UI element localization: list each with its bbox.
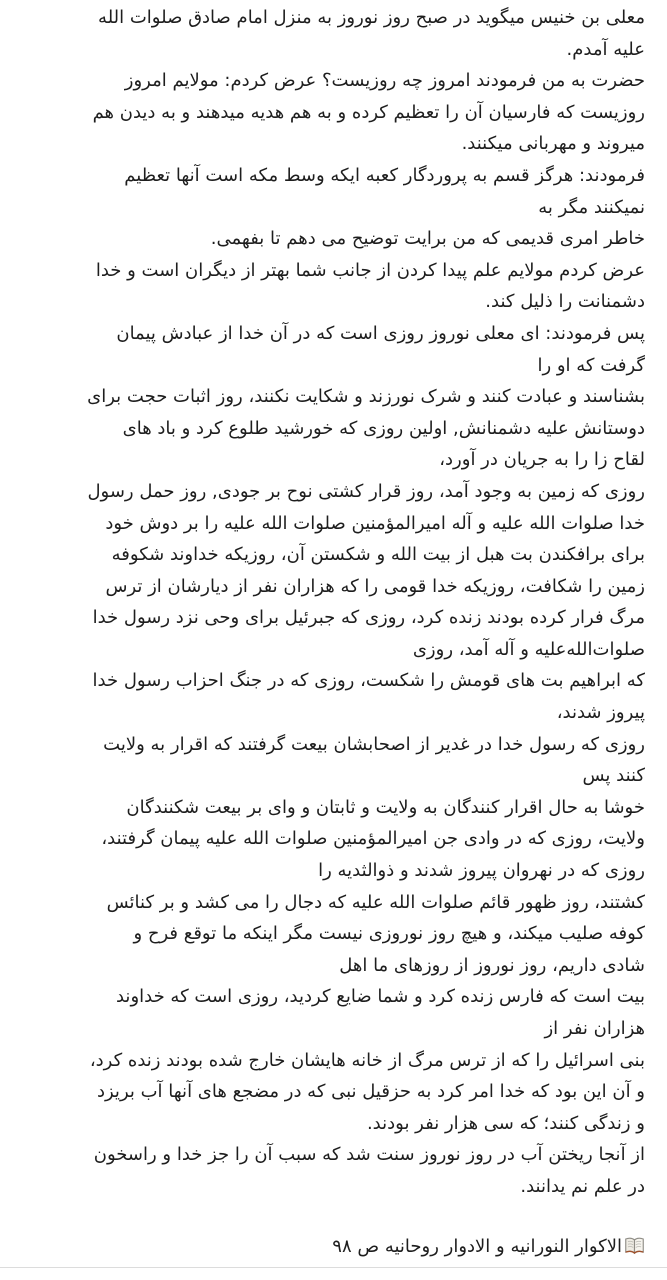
text-line: صلوات‌الله‌علیه و آله آمد، روزی [412,638,645,660]
text-line: خاطر امری قدیمی که من برایت توضیح می دهم تا بفهمی. [210,228,645,250]
text-line: روزی که زمین به وجود آمد، روز قرار کشتی نوح بر جودی, روز حمل رسول [87,480,645,502]
text-line: دوستانش علیه دشمنانش, اولین روزی که خورشید طلوع کرد و باد های [122,417,645,439]
text-line: برای برافکندن بت هبل از بیت الله و شکستن آن، روزیکه خداوند شکوفه [111,544,645,566]
source-text: الاکوار النورانیه و الادوار روحانیه ص ۹۸ [332,1235,622,1257]
text-line: روزی که رسول خدا در غدیر از اصحابشان بیعت گرفتند که اقرار به ولایت [103,733,645,755]
text-line: زمین را شکافت، روزیکه خدا قومی را که هزاران نفر از دیارشان از ترس [105,575,645,597]
bottom-divider [0,1267,667,1268]
text-line: پیروز شدند، [556,702,645,724]
text-line: بنی اسرائیل را که از ترس مرگ از خانه هایشان خارج شده بودند زنده کرد، [89,1049,645,1071]
text-line: روزیست که فارسیان آن را تعظیم کرده و به هم هدیه میدهند و به دیدن هم [92,101,645,123]
text-line: بیت است که فارس زنده کرد و شما ضایع کردید، روزی است که خداوند [115,986,645,1008]
text-line: حضرت به من فرمودند امروز چه روزیست؟ عرض کردم: مولایم امروز [124,70,645,92]
text-line: و زندگی کنند؛ که سی هزار نفر بودند. [366,1112,645,1134]
text-line: عرض کردم مولایم علم پیدا کردن از جانب شما بهتر از دیگران است و خدا [95,259,645,281]
text-line: فرمودند: هرگز قسم به پروردگار کعبه ایکه وسط مکه است آنها تعظیم [124,164,645,186]
text-line: و آن این بود که خدا امر کرد به حزقیل نبی که در مضجع های آنها آب بریزد [96,1081,645,1103]
text-line: نمیکنند مگر به [538,196,645,218]
text-line: گرفت که او را [537,354,645,376]
source-citation [0,1231,667,1263]
text-line: شادی داریم، روز نوروز از روزهای ما اهل [339,954,645,976]
text-line: مرگ فرار کرده بودند زنده کرد، روزی که جبرئیل برای وحی نزد رسول خدا [92,607,645,629]
text-line: در علم نم یدانند. [520,1175,645,1197]
text-line: میروند و مهربانی میکنند. [461,133,645,155]
text-line: از آنجا ریختن آب در روز نوروز سنت شد که سبب آن را جز خدا و راسخون [93,1144,645,1166]
text-line: لقاح زا را به جریان در آورد، [439,449,645,471]
text-line: خدا صلوات الله علیه و آله امیرالمؤمنین صلوات الله علیه را بر دوش خود [105,512,645,534]
text-line: هزاران نفر از [544,1018,645,1039]
open-book-icon [624,1236,645,1256]
text-line: ولایت، روزی که در وادی جن امیرالمؤمنین صلوات الله علیه پیمان گرفتند، [101,828,645,850]
text-line: معلی بن خنیس میگوید در صبح روز نوروز به منزل امام صادق صلوات الله [98,7,645,28]
text-line: دشمنانت را ذلیل کند. [485,291,645,313]
text-line: که ابراهیم بت های قومش را شکست، روزی که در جنگ احزاب رسول خدا [92,670,645,692]
text-line: روزی که در نهروان پیروز شدند و ذوالثدیه را [318,860,645,882]
text-line: کنند پس [582,765,645,787]
text-line: خوشا به حال اقرار کنندگان به ولایت و ثابتان و وای بر بیعت شکنندگان [126,796,645,818]
text-line: علیه آمدم. [566,38,645,60]
text-line: بشناسند و عبادت کنند و شرک نورزند و شکایت نکنند، روز اثبات حجت برای [87,386,645,408]
text-line: پس فرمودند: ای معلی نوروز روزی است که در آن خدا از عبادش پیمان [116,322,645,344]
text-line: کشتند، روز ظهور قائم صلوات الله علیه که دجال را می کشد و بر کنائس [106,891,645,913]
text-line: کوفه صلیب میکند، و هیچ روز نوروزی نیست مگر اینکه ما توقع فرح و [133,923,645,945]
